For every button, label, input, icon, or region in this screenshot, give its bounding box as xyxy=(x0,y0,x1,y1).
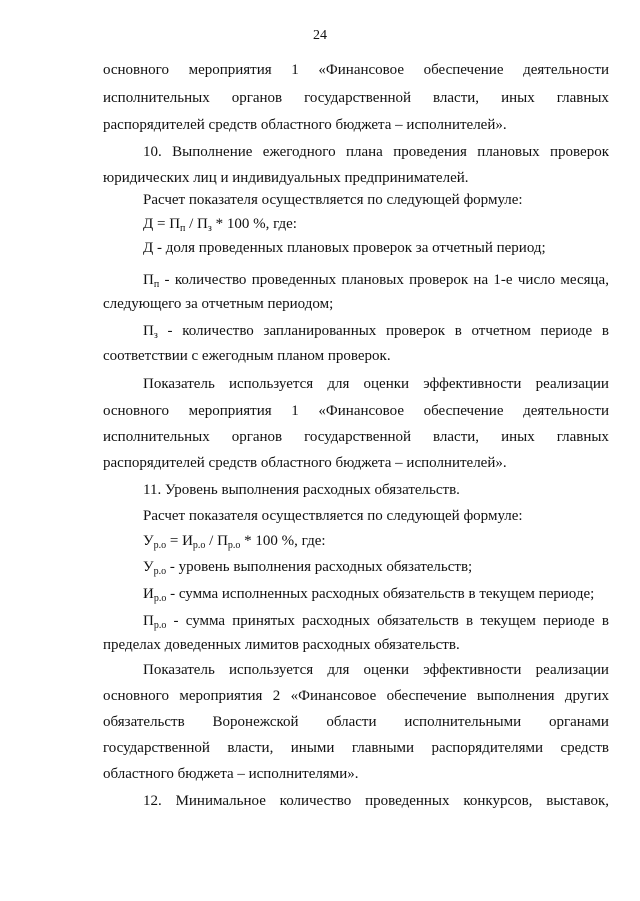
text-line xyxy=(143,662,609,679)
word: 2 xyxy=(272,688,281,704)
word: мероприятия xyxy=(188,62,272,78)
text-line: распорядителей средств областного бюджета – исполнителей». xyxy=(103,117,507,133)
word: основного xyxy=(103,688,169,704)
word: мероприятия xyxy=(188,403,272,419)
word: обеспечение xyxy=(423,62,504,78)
word: для xyxy=(327,376,350,392)
word: власти, xyxy=(433,429,480,445)
word: используется xyxy=(228,662,314,678)
word: отчетном xyxy=(471,323,531,339)
word: плана xyxy=(345,144,383,160)
word: «Финансовое xyxy=(318,403,404,419)
word: выставок, xyxy=(546,793,609,809)
word: реализации xyxy=(535,376,609,392)
definition-line: $П_п$ - количество проведенных плановых проверок на 1-е число месяца, xyxy=(143,272,609,293)
word: обязательств xyxy=(377,613,459,629)
word: оценки xyxy=(363,376,410,392)
word: главными xyxy=(351,740,415,756)
word: 1 xyxy=(291,62,299,78)
word: распорядителями xyxy=(431,740,543,756)
text-line: 11. Уровень выполнения расходных обязательств. xyxy=(143,482,460,498)
word: Выполнение xyxy=(172,144,253,160)
word: текущем xyxy=(480,613,536,629)
definition-line: $П_з$ - количество запланированных проверок в отчетном периоде в xyxy=(143,323,609,344)
word: исполнительных xyxy=(103,90,210,106)
word: главных xyxy=(556,429,609,445)
word: деятельности xyxy=(523,403,609,419)
word: обеспечение xyxy=(423,403,504,419)
text-line xyxy=(143,376,609,393)
word: проведенных xyxy=(251,272,337,288)
word: органов xyxy=(231,429,283,445)
text-line xyxy=(103,740,609,757)
text-line xyxy=(103,429,609,446)
word: конкурсов, xyxy=(463,793,533,809)
text-line xyxy=(103,90,609,107)
word: иных xyxy=(501,90,535,106)
text-line: пределах доведенных лимитов расходных обязательств. xyxy=(103,637,460,653)
word: органов xyxy=(231,90,283,106)
text-line xyxy=(103,403,609,420)
definition-line: $П_{р.о}$ - сумма принятых расходных обязательств в текущем периоде в xyxy=(143,613,609,634)
word: 10. xyxy=(143,144,162,160)
word: в xyxy=(601,323,609,339)
word: Показатель xyxy=(143,662,215,678)
word: «Финансовое xyxy=(290,688,377,704)
word: исполнительными xyxy=(404,714,522,730)
word: используется xyxy=(228,376,314,392)
word: 1-е xyxy=(493,272,513,288)
word: запланированных xyxy=(263,323,377,339)
word: иных xyxy=(501,429,535,445)
text-line xyxy=(143,144,609,161)
word: власти, xyxy=(227,740,274,756)
word: плановых xyxy=(341,272,404,288)
word: власти, xyxy=(433,90,480,106)
word: ежегодного xyxy=(262,144,336,160)
word: Воронежской xyxy=(212,714,299,730)
word: главных xyxy=(556,90,609,106)
word: принятых xyxy=(232,613,295,629)
definition-line: $У_{р.о}$ - уровень выполнения расходных обязательств; xyxy=(143,559,473,577)
word: Показатель xyxy=(143,376,215,392)
word: проверок xyxy=(550,144,609,160)
word: эффективности xyxy=(423,376,522,392)
word: - xyxy=(167,323,173,339)
word: - xyxy=(173,613,179,629)
word: государственной xyxy=(304,90,412,106)
word: периоде xyxy=(540,323,593,339)
formula-1: $Д = П_п / П_з * 100$ %, где: xyxy=(143,216,297,234)
word: в xyxy=(454,323,462,339)
word: оценки xyxy=(363,662,410,678)
word: в xyxy=(466,613,474,629)
word: выполнения xyxy=(476,688,555,704)
word: основного xyxy=(103,403,169,419)
word: 12. xyxy=(143,793,162,809)
text-line: Д - доля проведенных плановых проверок за отчетный период; xyxy=(143,240,546,256)
word: проверок xyxy=(386,323,445,339)
text-line xyxy=(103,62,609,79)
word: периоде xyxy=(543,613,595,629)
text-line xyxy=(103,714,609,731)
word: исполнительных xyxy=(103,429,210,445)
word: иными xyxy=(290,740,335,756)
word: сумма xyxy=(185,613,226,629)
word: других xyxy=(564,688,609,704)
text-line: Расчет показателя осуществляется по следующей формуле: xyxy=(143,192,523,208)
word: государственной xyxy=(304,429,412,445)
word: «Финансовое xyxy=(318,62,404,78)
text-line: распорядителей средств областного бюджета – исполнителей». xyxy=(103,455,507,471)
word: на xyxy=(473,272,489,288)
word: области xyxy=(326,714,377,730)
word: мероприятия xyxy=(179,688,263,704)
text-line xyxy=(103,688,609,705)
text-line: следующего за отчетным периодом; xyxy=(103,296,334,312)
word: государственной xyxy=(103,740,210,756)
text-line: Расчет показателя осуществляется по следующей формуле: xyxy=(143,508,523,524)
word: эффективности xyxy=(423,662,522,678)
word: проверок xyxy=(409,272,469,288)
word: расходных xyxy=(302,613,370,629)
word: проведенных xyxy=(365,793,450,809)
word: число xyxy=(517,272,556,288)
word: месяца, xyxy=(560,272,609,288)
word: органами xyxy=(548,714,609,730)
word: для xyxy=(327,662,350,678)
word: обеспечение xyxy=(386,688,467,704)
word: обязательств xyxy=(103,714,185,730)
page-number: 24 xyxy=(313,28,327,43)
word: реализации xyxy=(535,662,609,678)
text-line: юридических лиц и индивидуальных предпринимателей. xyxy=(103,170,469,186)
word: средств xyxy=(560,740,609,756)
word: 1 xyxy=(291,403,299,419)
word: основного xyxy=(103,62,169,78)
word: в xyxy=(601,613,609,629)
word: количество xyxy=(182,323,254,339)
word: плановых xyxy=(477,144,540,160)
text-line: областного бюджета – исполнителями». xyxy=(103,766,359,782)
text-line: соответствии с ежегодным планом проверок. xyxy=(103,348,391,364)
word: деятельности xyxy=(523,62,609,78)
word: количество xyxy=(174,272,247,288)
word: количество xyxy=(279,793,352,809)
formula-2: $У_{р.о} = И_{р.о} / П_{р.о} * 100$ %, где: xyxy=(143,533,326,551)
definition-line: $И_{р.о}$ - сумма исполненных расходных обязательств в текущем периоде; xyxy=(143,586,595,604)
word: - xyxy=(164,272,170,288)
text-line xyxy=(143,793,609,810)
word: Минимальное xyxy=(175,793,266,809)
word: проведения xyxy=(393,144,467,160)
